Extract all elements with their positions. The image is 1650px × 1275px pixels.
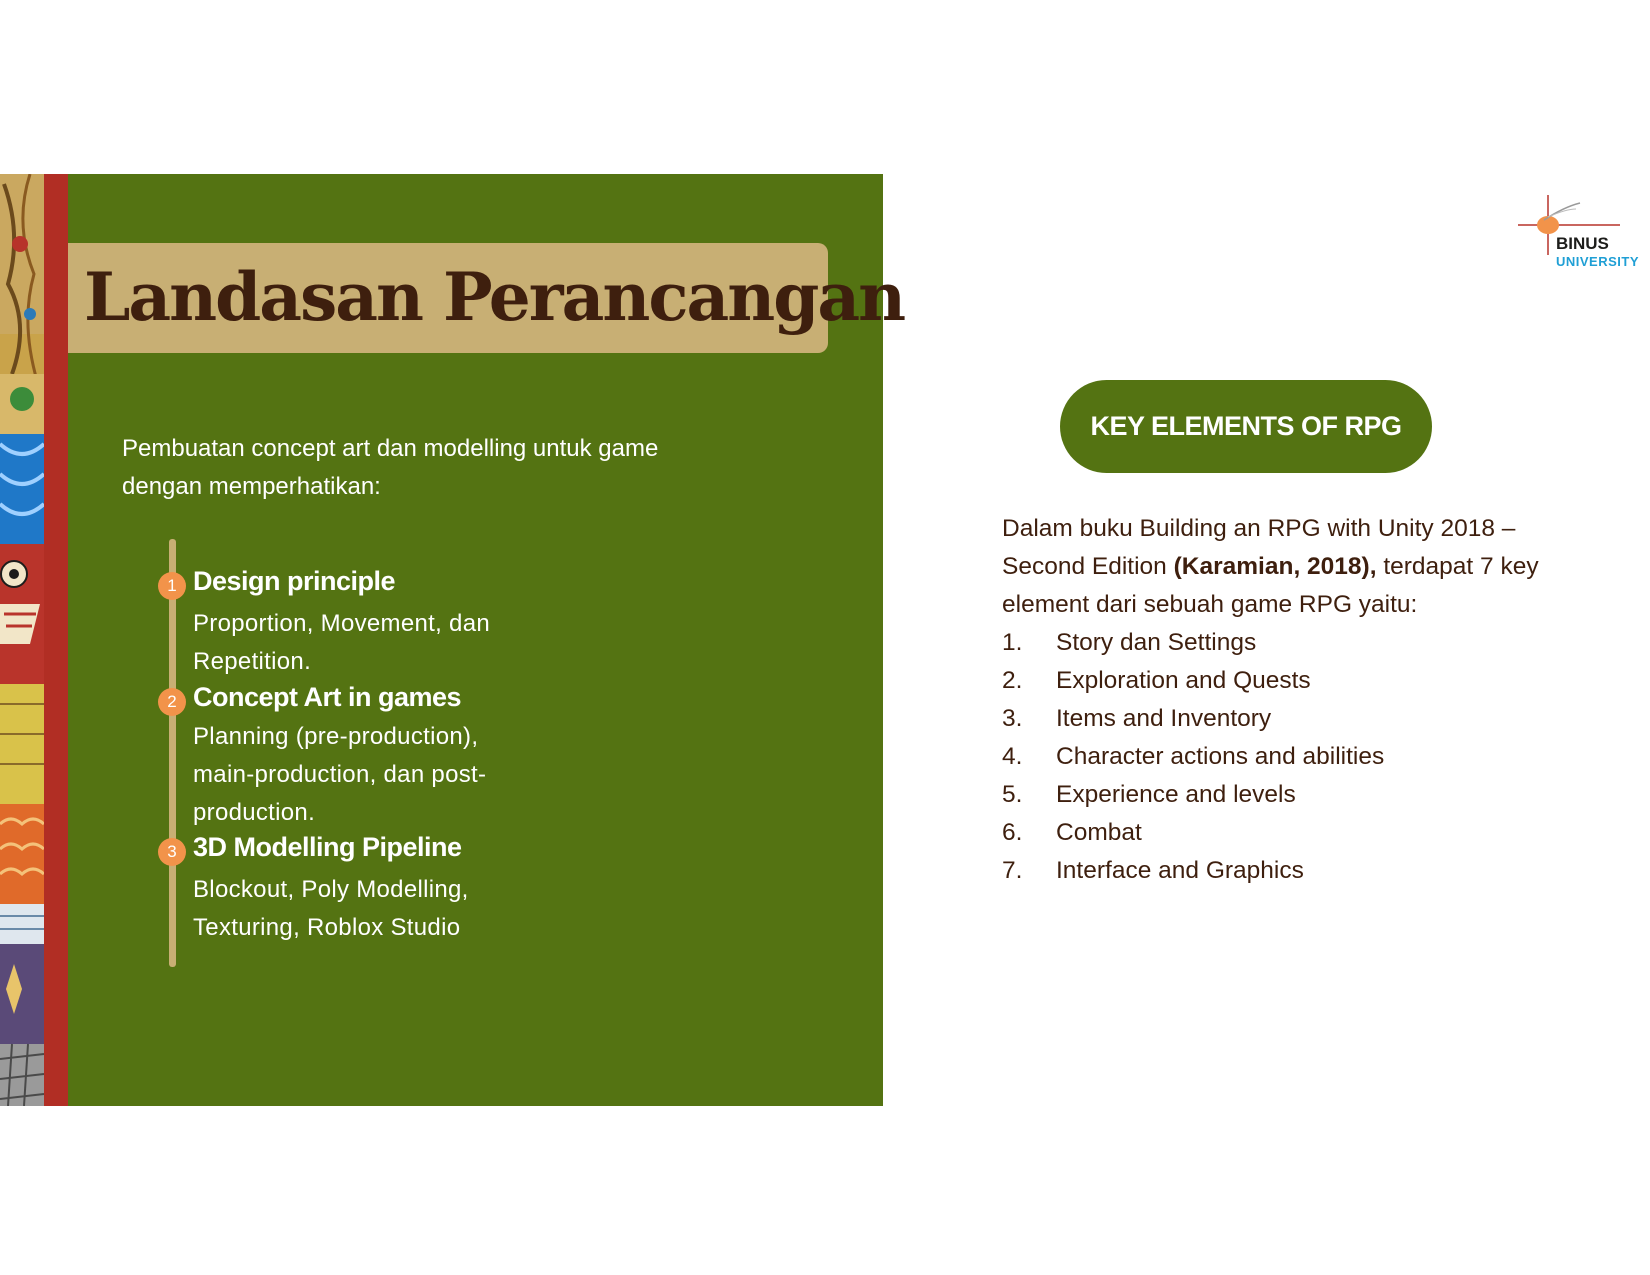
step-number-badge: 1 xyxy=(158,572,186,600)
list-label: Items and Inventory xyxy=(1056,705,1272,732)
key-elements-description xyxy=(1002,510,1542,624)
list-number: 5. xyxy=(1002,781,1023,808)
list-label: Interface and Graphics xyxy=(1056,857,1304,884)
list-item xyxy=(1002,700,1384,738)
step-heading: Concept Art in games xyxy=(193,682,462,712)
list-item xyxy=(1002,776,1384,814)
list-item xyxy=(1002,814,1384,852)
citation: (Karamian, 2018), xyxy=(1173,553,1377,580)
logo-subtext: UNIVERSITY xyxy=(1556,254,1640,269)
list-item xyxy=(1002,662,1384,700)
list-label: Combat xyxy=(1056,819,1142,846)
ornament-illustration xyxy=(0,174,68,1106)
list-number: 6. xyxy=(1002,819,1023,846)
step-description: Proportion, Movement, dan Repetition. xyxy=(193,610,490,675)
intro-text: Pembuatan concept art dan modelling untuk game dengan memperhatikan: xyxy=(122,435,659,500)
list-number: 1. xyxy=(1002,629,1023,656)
list-number: 7. xyxy=(1002,857,1023,884)
description-text: Dalam buku Building an RPG with Unity 2018 – Second Edition xyxy=(1002,515,1516,580)
list-number: 4. xyxy=(1002,743,1023,770)
step-description: Planning (pre-production), main-production, dan post-production. xyxy=(193,723,487,826)
list-number: 2. xyxy=(1002,667,1023,694)
list-label: Story dan Settings xyxy=(1056,629,1257,656)
step-description: Blockout, Poly Modelling, Texturing, Roblox Studio xyxy=(193,876,469,941)
list-item xyxy=(1002,852,1384,890)
step-heading: 3D Modelling Pipeline xyxy=(193,832,462,862)
description-text: terdapat 7 key element dari sebuah game RPG yaitu: xyxy=(1002,553,1539,618)
page-title: Landasan Perancangan xyxy=(84,258,905,336)
step-heading: Design principle xyxy=(193,566,396,596)
key-elements-heading: KEY ELEMENTS OF RPG xyxy=(1060,380,1432,473)
key-elements-list xyxy=(1002,624,1384,890)
logo-wordmark: BINUS xyxy=(1556,234,1609,253)
decorative-ornament-strip xyxy=(0,174,68,1106)
list-item xyxy=(1002,624,1384,662)
timeline-line xyxy=(169,539,176,967)
list-label: Exploration and Quests xyxy=(1056,667,1311,694)
step-number-badge: 3 xyxy=(158,838,186,866)
list-label: Character actions and abilities xyxy=(1056,743,1385,770)
step-number-badge: 2 xyxy=(158,688,186,716)
list-item xyxy=(1002,738,1384,776)
list-label: Experience and levels xyxy=(1056,781,1296,808)
list-number: 3. xyxy=(1002,705,1023,732)
